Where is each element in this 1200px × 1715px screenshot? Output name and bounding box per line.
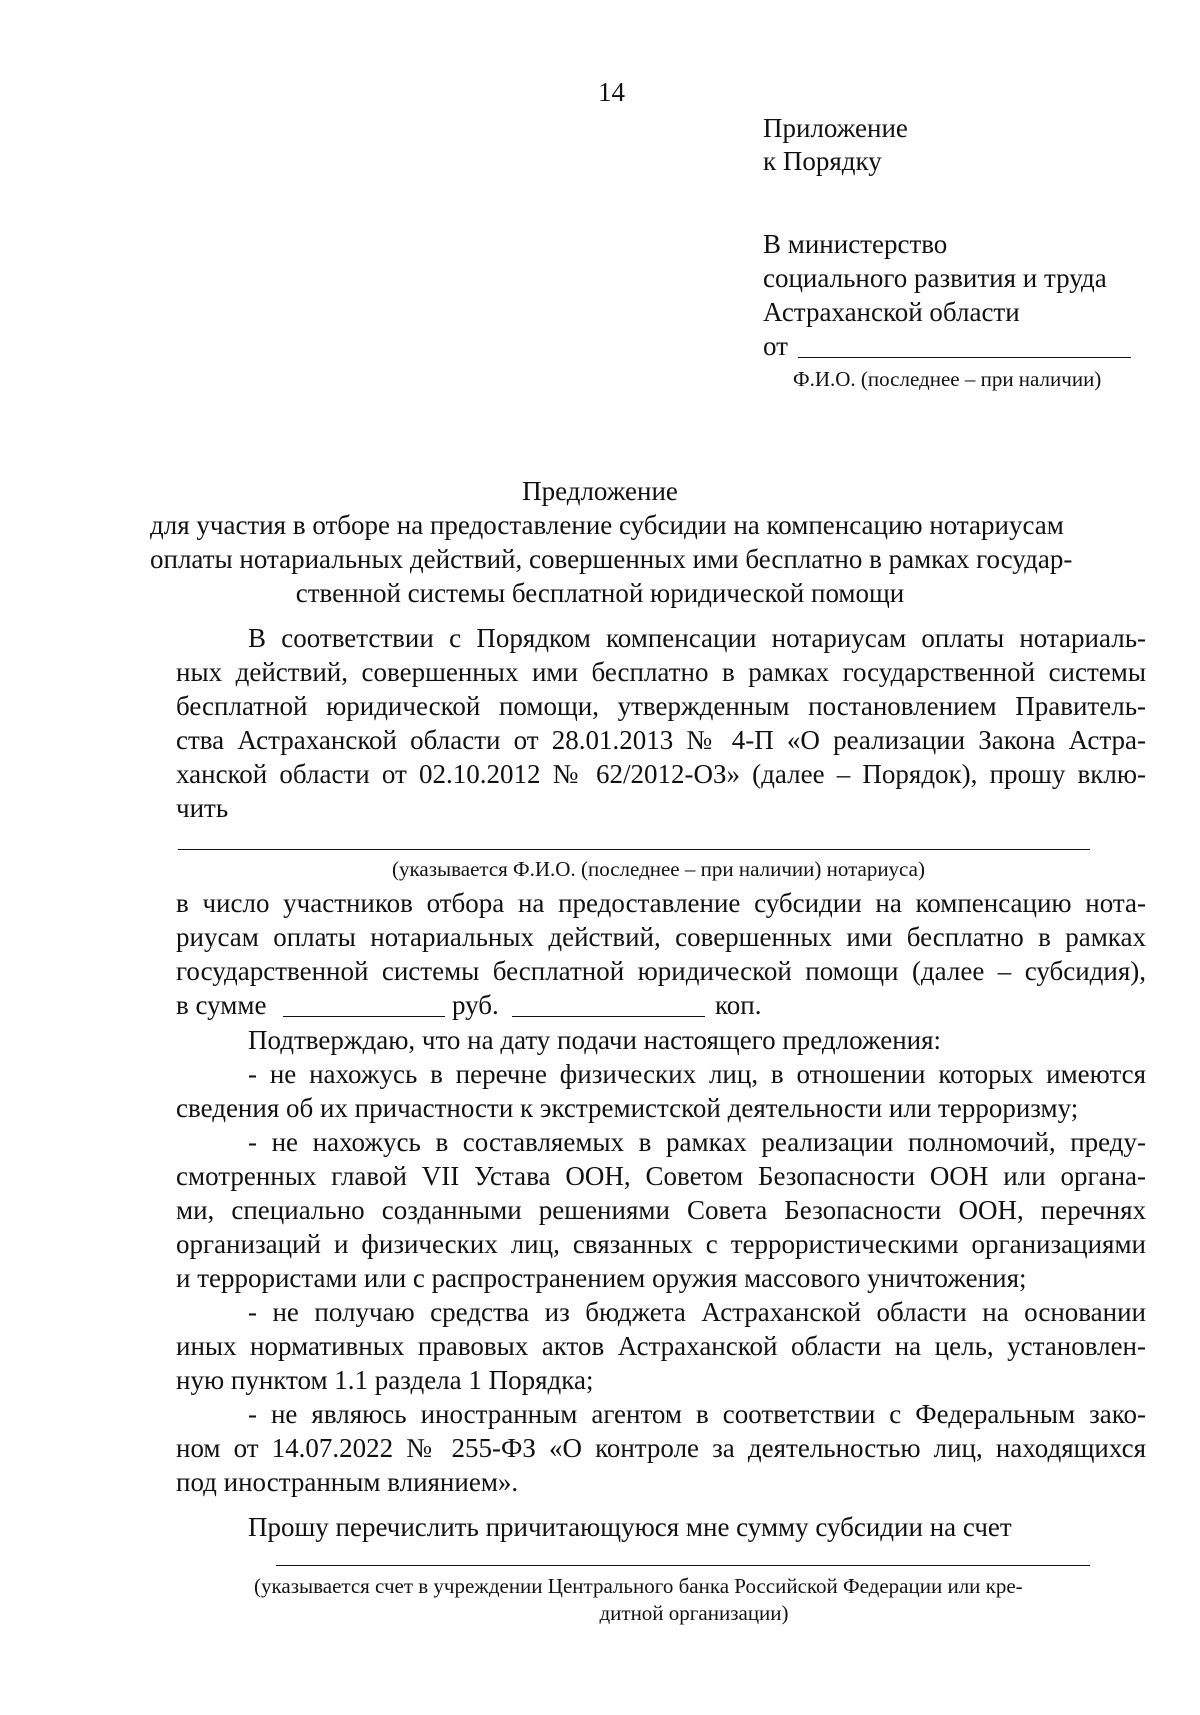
account-caption-line-1: (указывается счет в учреждении Центрального банка Российской Федерации или кре- (254, 1574, 1023, 1598)
addressee-line-1: В министерство (763, 229, 948, 259)
confirm-heading: Подтверждаю, что на дату подачи настоящего предложения: (248, 1025, 942, 1055)
body-line-2: риусам оплаты нотариальных действий, совершенных ими бесплатно в рамках (176, 922, 1146, 952)
fio-caption: Ф.И.О. (последнее – при наличии) (793, 367, 1102, 391)
fio-field-line[interactable] (798, 357, 1131, 358)
from-label: от (763, 331, 788, 361)
sum-label: в сумме (176, 990, 267, 1020)
addressee-line-3: Астраханской области (763, 297, 1020, 327)
intro-line-1: В соответствии с Порядком компенсации нотариусам оплаты нотариаль- (248, 623, 1146, 653)
sum-kop-label: коп. (715, 990, 762, 1020)
intro-line-5: ханской области от 02.10.2012 № 62/2012-ОЗ» (далее – Порядок), прошу вклю- (176, 759, 1146, 789)
title-sub-line-1: для участия в отборе на предоставление субсидии на компенсацию нотариусам (150, 510, 1064, 540)
notary-name-line[interactable] (178, 849, 1090, 850)
body-line-3: государственной системы бесплатной юридической помощи (далее – субсидия), (176, 956, 1146, 986)
page-number: 14 (598, 77, 625, 107)
intro-line-3: бесплатной юридической помощи, утвержденным постановлением Правитель- (176, 691, 1146, 721)
intro-line-2: ных действий, совершенных ими бесплатно в рамках государственной системы (176, 657, 1146, 687)
document-title: Предложение (522, 476, 678, 506)
account-field-line[interactable] (276, 1565, 1090, 1566)
body-line-1: в число участников отбора на предоставление субсидии на компенсацию нота- (176, 888, 1146, 918)
notary-caption: (указывается Ф.И.О. (последнее – при наличии) нотариуса) (392, 857, 925, 881)
title-sub-line-2: оплаты нотариальных действий, совершенных ими бесплатно в рамках государ- (150, 544, 1073, 574)
item-line-8: - не получаю средства из бюджета Астраханской области на основании (248, 1297, 1146, 1327)
item-line-4: смотренных главой VII Устава ООН, Советом Безопасности ООН или органа- (176, 1161, 1146, 1191)
intro-line-6: чить (176, 793, 229, 823)
sum-rub-label: руб. (452, 990, 499, 1020)
item-line-6: организаций и физических лиц, связанных с террористическими организациями (176, 1229, 1146, 1259)
item-line-9: иных нормативных правовых актов Астраханской области на цель, установлен- (176, 1331, 1146, 1361)
title-sub-line-3: ственной системы бесплатной юридической помощи (295, 578, 905, 608)
item-line-1: - не нахожусь в перечне физических лиц, в отношении которых имеются (248, 1059, 1146, 1089)
item-line-7: и террористами или с распространением оружия массового уничтожения; (176, 1263, 1027, 1293)
item-line-10: ную пунктом 1.1 раздела 1 Порядка; (176, 1365, 594, 1395)
item-line-2: сведения об их причастности к экстремистской деятельности или терроризму; (176, 1093, 1079, 1123)
item-line-3: - не нахожусь в составляемых в рамках реализации полномочий, преду- (248, 1127, 1146, 1157)
account-caption-line-2: дитной организации) (599, 1601, 789, 1625)
item-line-12: ном от 14.07.2022 № 255-ФЗ «О контроле за деятельностью лиц, находящихся (176, 1433, 1146, 1463)
intro-line-4: ства Астраханской области от 28.01.2013 № 4-П «О реализации Закона Астра- (176, 725, 1146, 755)
appendix-line-2: к Порядку (763, 146, 882, 176)
sum-rub-field[interactable] (283, 1016, 445, 1017)
sum-kop-field[interactable] (512, 1016, 705, 1017)
item-line-13: под иностранным влиянием». (176, 1467, 519, 1497)
transfer-request: Прошу перечислить причитающуюся мне сумму субсидии на счет (248, 1512, 1012, 1542)
item-line-11: - не являюсь иностранным агентом в соответствии с Федеральным зако- (248, 1399, 1146, 1429)
appendix-line-1: Приложение (763, 113, 908, 143)
addressee-line-2: социального развития и труда (763, 263, 1107, 293)
item-line-5: ми, специально созданными решениями Совета Безопасности ООН, перечнях (176, 1195, 1146, 1225)
